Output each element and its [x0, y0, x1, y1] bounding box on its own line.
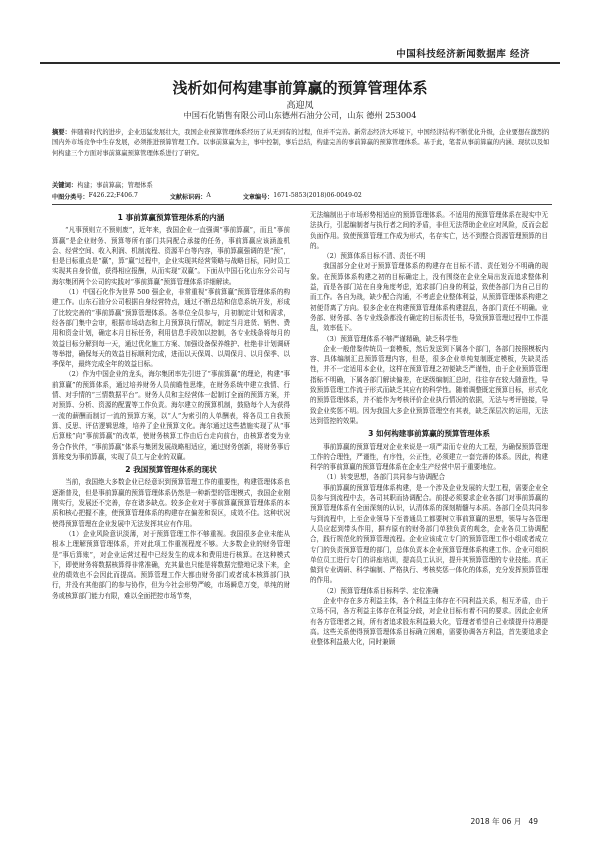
paragraph: 企业一般借鉴传统员一套模板，然后发送到下属各个部门，各部门按照模板内容、具体编制汇总预算管理内容，但是，很多企业单纯复制既定模板，失缺灵活性，并不一定适用本企业，这样在预算管理之初便缺乏严谨性，由于企业预算管理指标不明确，下属各部门解读偏差，在逐级编制汇总时，往往存在较大随意性，导致预算管理工作流于形式而缺乏其应有的科学性。随着调整既定预算目标，形式化的预算管理体系，并不能作为考核评价企业执行情况的依据，无法与考评链接，导致企业奖惩不明。因为我国大多企业预算管理空有其表，缺乏深层次的运用，无法达到管控的效果。	[310, 344, 548, 425]
section-heading-2: 2 我国预算管理体系的现状	[125, 465, 217, 475]
paper-title: 浅析如何构建事前算赢的预算管理体系	[172, 79, 428, 97]
header-divider	[40, 62, 560, 64]
paragraph: 企业中存在多方利益主体，各个利益主体存在不同利益关系，相互矛盾，由于立场不同，各方利益主体存在利益分歧，对企业目标有着不同的要求。因此企业所有各方管理者之间，所有者追求股东利益最大化，管理者希望自己业绩提升待遇提高。这些关系使得预算管理体系目标确立困难，需要协调各方利益，首先要追求企业整体利益最大化，同时兼顾	[310, 596, 548, 647]
section-heading-1: 1 事前算赢预算管理体系的内涵	[117, 213, 225, 222]
paragraph: （1）中国石化作为世界 500 强企业，非常重视“事前算赢”预算管理体系的构建工作。山东石油分公司根据自身经营特点，通过不断总结和信息系统开发，形成了比较完善的“事前算赢”预算管理体系。各单位全员参与，月初制定计划和需求，经各部门集中会审，根据市场动态和上月预算执行情况，制定当月进货、销售、费用和资金计划，确定本月目标任务，利用信息手段加以控制，各专业线条将每月的效益目标分解到每一天，通过优化施工方案、加强设备保养维护、杜绝非计划调研等举措，确保每天的效益目标顺利完成，进而以天保周、以周保月、以月保季、以季保年，最终完成全年的效益目标。	[52, 288, 290, 369]
article-meta	[52, 192, 552, 201]
abstract	[52, 128, 552, 159]
keywords-text: 构建；事前算赢；管理体系	[77, 182, 153, 189]
paragraph: 事前算赢的预算管理对企业来说是一项严肃而专业的大工程，为确保预算管理工作的合理性，严谨性，有序性，公正性，必须建立一套完善的体系。因此，构建科学的事前算赢的预算管理体系在企业生产经营中居于重要地位。	[310, 442, 548, 472]
subheading: （2）预算体系目标不清、责任不明	[323, 252, 426, 261]
page-footer	[471, 816, 539, 827]
paragraph: 无法编制出于市场形势相适应的预算管理体系。不适用的预算管理体系在现实中无法执行，引起编制者与执行者之间的矛盾，非但无法帮助企业应对风险，反而会起负面作用。致使预算管理工作成为形式，名存实亡，达不到整合资源管理预算的目的。	[310, 211, 548, 250]
article-no-value: 1671-5853(2018)06-0049-02	[273, 192, 362, 199]
paragraph: 我国部分企业对于预算管理体系的构建存在目标不清、责任划分不明确的现象。在预算体系构建之初的目标确定上，没有围绕在企业全局出发而追求整体利益，而是各部门站在自身角度考虑，追求部门自身的利益，致使各部门为自己目的而工作。各自为战，缺少配合沟通，不考虑企业整体利益，从预算管理体系构建之初便背离了方向。很多企业在构建预算管理体系构建混乱，各部门责任不明确。业务部、财务部、各专业线条都没有确定的目标责任书，导致预算管理过程中工作混乱，效率低下。	[310, 262, 548, 333]
left-column	[52, 210, 290, 820]
article-no-label: 文章编号：	[242, 194, 274, 201]
running-header: 中国科技经济新闻数据库 经济	[396, 49, 530, 60]
page-number: 49	[528, 817, 538, 826]
issue-date: 2018 年 06 月	[470, 817, 522, 826]
keywords	[52, 180, 552, 189]
abstract-text: 伴随着时代的进步，企业迅猛发展壮大，我国企业预算管理体系经历了从无到有的过程，但并不完善。新常态经济大环境下，中国经济结构不断优化升级，企业要想在激烈的国内外市场竞争中生存发展，必须推进预算管理工作。以事前算赢为主，事中控制，事后总结，构建完善的事前算赢的预算管理体系。基于此，笔者从事前算赢的内涵、现状以及如何构建三个方面对事前算赢预算管理体系进行了研究。	[52, 129, 550, 157]
paragraph: 当前，我国绝大多数企业已经意识到预算管理工作的重要性，构建管理体系也逐渐普及，但是事前算赢的预算管理体系仍然是一种新型的管理模式，我国企业刚刚实行，发展还不完善，存在诸多缺点。较多企业对于事前算赢预算管理体系的本质和核心把握不准，使预算管理体系的构建存在偏差和误区，成效不佳。这种状况使得预算管理在企业发展中无法发挥其应有作用。	[52, 478, 290, 528]
author: 高迎凤	[286, 101, 314, 111]
right-column	[310, 210, 548, 825]
paragraph: 事前算赢的预算管理体系构建，是一个涉及企业发展的大型工程，需要企业全员参与到流程中去，各司其职而协调配合。前提必须要求企业各部门对事前算赢的预算管理体系有全面深刻的认识，认清体系的深刻精髓与本质。各部门全员共同参与到流程中，上至企业领导下至普通员工都要树立事前算赢的思想，领导与各管理人员应起到带头作用，摒弃原有的财务部门单独负责的观念，企业各员工协调配合，践行规范化的预算管理流程。企业应该成立专门的预算管理工作小组或者成立专门的负责预算管理的部门，总体负责本企业预算管理体系构建工作。企业可组织单位员工进行专门的讲座培训，提高员工认识，提升其预算管理的专业技能。真正做到专业调研、科学编制、严格执行、考核奖惩一体化的体系，充分发挥预算管理的作用。	[310, 483, 548, 585]
subheading: （1）转变思想，各部门共同参与协调配合	[323, 473, 446, 482]
subheading: （2）预算管理体系目标科学、定位准确	[323, 586, 439, 595]
keywords-label: 关键词：	[52, 182, 78, 189]
section-heading-3: 3 如何构建事前算赢的预算管理体系	[368, 429, 490, 439]
paragraph: “凡事预则立不预则废”，近年来，我国企业一直强调“事前算赢”，而且“事前算赢”是企业财务、预算等所有部门共同配合承接的任务，事前算赢应该涵盖机会、经营空间、收入利润、机制流程、资源平台等内容，事前算赢强调的是“预”，但是目标重点是“赢”，算“赢”过程中，企业实现其经营策略与战略目标，同时员工实现其自身价值，获得相应报酬，从而实现“双赢”。下面从中国石化山东分公司与海尔集团两个公司的实践对“事前算赢”预算管理体系详细解读。	[52, 226, 290, 286]
subheading: （3）预算管理体系不够严谨精确，缺乏科学性	[323, 334, 459, 343]
abstract-label: 摘要：	[52, 129, 71, 136]
meta-divider	[52, 204, 552, 205]
doc-value: A	[206, 192, 211, 199]
affiliation: 中国石化销售有限公司山东德州石油分公司，山东 德州 253004	[183, 110, 417, 120]
clc-value: F426.22;F406.7	[88, 192, 138, 199]
clc-label: 中图分类号：	[52, 194, 89, 201]
paragraph: （1）企业风险意识淡薄，对于预算管理工作不够重视。我国很多企业未能从根本上理解预算管理体系，并对此项工作重视程度不够。大多数企业的财务管理是“事后算账”，对企业运营过程中已经发生的成本和费用进行核算。在这种模式下，即使财务将数据核算得非常准确，充其量也只能是将数据完整地记录下来，企业的绩效也不会因此而提高。预算管理工作大都由财务部门或者成本核算部门执行，并没有其他部门的参与协作，但为今社会形势严峻，市场瞬息万变，单纯的财务或核算部门能力有限，难以全面把控市场节奏，	[52, 529, 290, 600]
paragraph: （2）作为中国企业的龙头，海尔集团率先引进了“事前算赢”的理论，构建“事前算赢”的预算体系，通过培养财务人员前瞻性思维，在财务系统中建立我情、行情、对手情的“三情数据平台”。财务人员和主经营体一起制订全面的预算方案，并对预算、分析、资源的配置等工作负责。海尔建立的预算机制，鼓励每个人为获得一流的薪酬而制订一流的预算方案，以“人”为索引的人单酬表，将各员工自我预算、反思、评估逻辑思维，培养了企业预算文化。海尔通过这些措施实现了从“事后算账”向“事前算赢”的改革，使财务核算工作由后台走向前台，由核算者变为业务合作伙伴，“事前算赢”体系与集团发展战略相适应，通过财务创新，将财务事后算账变为事前算赢，实现了员工与企业的双赢。	[52, 370, 290, 461]
doc-label: 文献标识码：	[169, 194, 207, 201]
